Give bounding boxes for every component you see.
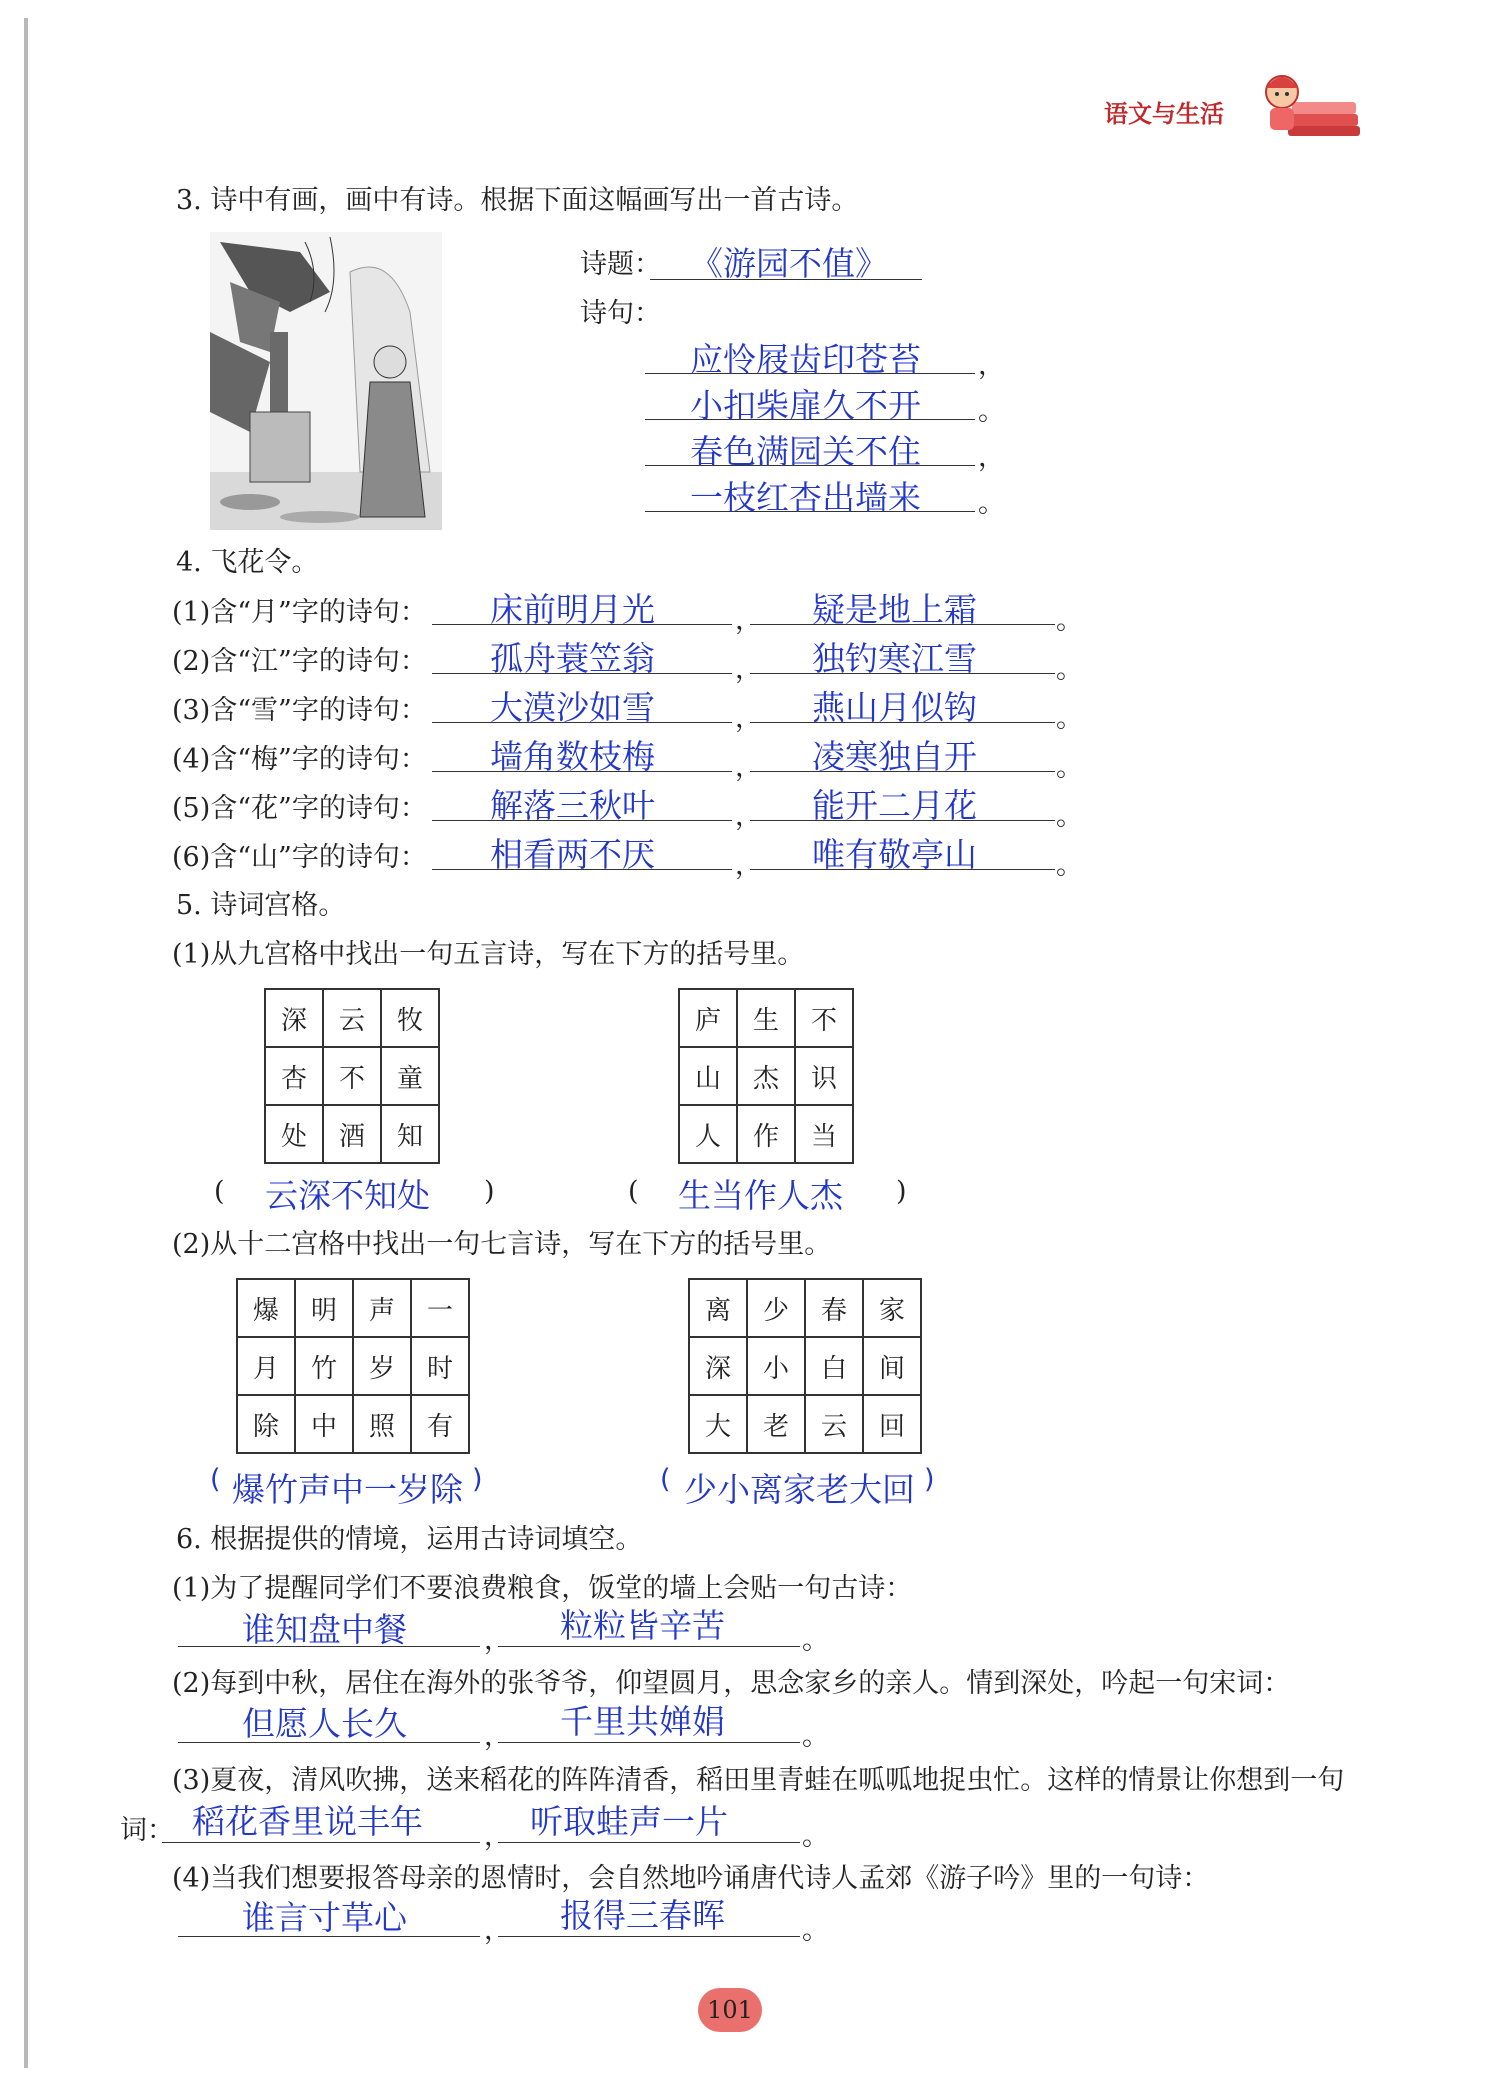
q6-item-text: (4)当我们想要报答母亲的恩情时，会自然地吟诵唐代诗人孟郊《游子吟》里的一句诗： (172, 1863, 1210, 1894)
paren-open: ( (628, 1176, 639, 1207)
q6-answer-b: 千里共婵娟 (560, 1702, 725, 1741)
q3-line-answer: 小扣柴扉久不开 (690, 386, 921, 425)
q3-line-answer: 一枝红杏出墙来 (690, 478, 921, 517)
q4-answer-b: 能开二月花 (812, 786, 977, 825)
nine-grid-2 (678, 988, 854, 1164)
grid-cell: 童 (381, 1047, 439, 1105)
grid-cell: 照 (353, 1395, 411, 1453)
q6-period: 。 (802, 1721, 829, 1752)
grid-cell: 家 (863, 1279, 921, 1337)
grid-cell: 间 (863, 1337, 921, 1395)
q4-period: 。 (1056, 703, 1083, 734)
q4-answer-b: 疑是地上霜 (812, 590, 977, 629)
q4-answer-b: 燕山月似钩 (812, 688, 977, 727)
q4-item-label: (5)含“花”字的诗句： (172, 793, 427, 824)
q6-item-cont: 词： (120, 1815, 174, 1846)
grid-cell: 当 (795, 1105, 853, 1163)
grid-cell: 岁 (353, 1337, 411, 1395)
grid-cell: 时 (411, 1337, 469, 1395)
grid-cell: 除 (237, 1395, 295, 1453)
q6-answer-a: 但愿人长久 (242, 1704, 407, 1743)
q6-period: 。 (802, 1625, 829, 1656)
grid-cell: 酒 (323, 1105, 381, 1163)
grid-cell: 处 (265, 1105, 323, 1163)
paren-open: ( (210, 1464, 221, 1495)
paren-open: ( (214, 1176, 225, 1207)
q4-comma: ， (735, 801, 762, 832)
page-spine (24, 18, 28, 2068)
q6-item-text: (2)每到中秋，居住在海外的张爷爷，仰望圆月，思念家乡的亲人。情到深处，吟起一句宋词： (172, 1668, 1291, 1699)
q3-line-punct: 。 (978, 488, 1005, 519)
grid-cell: 杏 (265, 1047, 323, 1105)
q6-period: 。 (802, 1821, 829, 1852)
q4-answer-a: 床前明月光 (490, 590, 655, 629)
q4-comma: ， (735, 703, 762, 734)
q4-comma: ， (735, 654, 762, 685)
grid-cell: 深 (265, 989, 323, 1047)
grid-cell: 声 (353, 1279, 411, 1337)
paren-close: ) (924, 1464, 935, 1495)
q6-comma: ， (484, 1625, 511, 1656)
illustration-garden-scene (210, 232, 442, 530)
q3-line-punct: ， (978, 350, 1005, 381)
q6-comma: ， (484, 1821, 511, 1852)
q6-period: 。 (802, 1915, 829, 1946)
grid-cell: 不 (795, 989, 853, 1047)
grid-cell: 人 (679, 1105, 737, 1163)
q5-prompt: 5. 诗词宫格。 (176, 890, 346, 921)
q4-answer-a: 相看两不厌 (490, 835, 655, 874)
paren-close: ) (484, 1176, 495, 1207)
q3-line-answer: 应怜屐齿印苍苔 (690, 340, 921, 379)
grid-cell: 知 (381, 1105, 439, 1163)
q6-answer-a: 谁知盘中餐 (242, 1610, 407, 1649)
q4-period: 。 (1056, 605, 1083, 636)
grid-cell: 云 (323, 989, 381, 1047)
grid-cell: 春 (805, 1279, 863, 1337)
grid-cell: 明 (295, 1279, 353, 1337)
q4-comma: ， (735, 605, 762, 636)
grid-cell: 识 (795, 1047, 853, 1105)
grid-cell: 大 (689, 1395, 747, 1453)
q4-answer-a: 墙角数枝梅 (490, 737, 655, 776)
grid-cell: 一 (411, 1279, 469, 1337)
grid-cell: 竹 (295, 1337, 353, 1395)
q5-answer-3[interactable]: 爆竹声中一岁除 (232, 1470, 463, 1509)
q3-line-answer: 春色满园关不住 (690, 432, 921, 471)
grid-cell: 中 (295, 1395, 353, 1453)
q4-period: 。 (1056, 654, 1083, 685)
grid-cell: 作 (737, 1105, 795, 1163)
q4-period: 。 (1056, 801, 1083, 832)
twelve-grid-1 (236, 1278, 470, 1454)
q6-prompt: 6. 根据提供的情境，运用古诗词填空。 (176, 1524, 643, 1555)
page-number: 101 (707, 1996, 753, 2024)
grid-cell: 小 (747, 1337, 805, 1395)
twelve-grid-2 (688, 1278, 922, 1454)
grid-cell: 有 (411, 1395, 469, 1453)
grid-cell: 庐 (679, 989, 737, 1047)
q4-item-label: (2)含“江”字的诗句： (172, 646, 427, 677)
q3-line-punct: 。 (978, 396, 1005, 427)
grid-cell: 云 (805, 1395, 863, 1453)
grid-cell: 不 (323, 1047, 381, 1105)
q4-item-label: (1)含“月”字的诗句： (172, 597, 427, 628)
q6-item-text: (1)为了提醒同学们不要浪费粮食，饭堂的墙上会贴一句古诗： (172, 1573, 913, 1604)
q4-comma: ， (735, 752, 762, 783)
q4-answer-a: 解落三秋叶 (490, 786, 655, 825)
books-icon (1258, 62, 1363, 142)
paren-close: ) (472, 1464, 483, 1495)
q3-line-punct: ， (978, 442, 1005, 473)
q3-title-answer: 《游园不值》 (690, 244, 888, 283)
q5-sub1: (1)从九宫格中找出一句五言诗，写在下方的括号里。 (172, 939, 805, 970)
nine-grid-1 (264, 988, 440, 1164)
paren-close: ) (896, 1176, 907, 1207)
q5-answer-2[interactable]: 生当作人杰 (678, 1176, 843, 1215)
q4-answer-b: 凌寒独自开 (812, 737, 977, 776)
q3-lines-label: 诗句： (580, 298, 661, 329)
q4-item-label: (4)含“梅”字的诗句： (172, 744, 427, 775)
q6-answer-a: 稻花香里说丰年 (192, 1802, 423, 1841)
q6-answer-b: 报得三春晖 (560, 1896, 725, 1935)
q6-answer-b: 粒粒皆辛苦 (560, 1606, 725, 1645)
q4-answer-b: 唯有敬亭山 (812, 835, 977, 874)
q4-comma: ， (735, 850, 762, 881)
grid-cell: 离 (689, 1279, 747, 1337)
grid-cell: 杰 (737, 1047, 795, 1105)
grid-cell: 爆 (237, 1279, 295, 1337)
q4-period: 。 (1056, 752, 1083, 783)
q6-item-text: (3)夏夜，清风吹拂，送来稻花的阵阵清香，稻田里青蛙在呱呱地捉虫忙。这样的情景让你想到一句 (172, 1765, 1345, 1796)
q4-answer-a: 孤舟蓑笠翁 (490, 639, 655, 678)
grid-cell: 少 (747, 1279, 805, 1337)
grid-cell: 白 (805, 1337, 863, 1395)
q5-sub2: (2)从十二宫格中找出一句七言诗，写在下方的括号里。 (172, 1229, 832, 1260)
q3-title-label: 诗题： (580, 249, 661, 280)
q3-prompt: 3. 诗中有画，画中有诗。根据下面这幅画写出一首古诗。 (176, 185, 859, 216)
grid-cell: 牧 (381, 989, 439, 1047)
q6-comma: ， (484, 1721, 511, 1752)
q4-answer-b: 独钓寒江雪 (812, 639, 977, 678)
grid-cell: 深 (689, 1337, 747, 1395)
q5-answer-4[interactable]: 少小离家老大回 (684, 1470, 915, 1509)
grid-cell: 回 (863, 1395, 921, 1453)
grid-cell: 月 (237, 1337, 295, 1395)
header-title: 语文与生活 (1104, 100, 1224, 128)
q6-answer-b: 听取蛙声一片 (530, 1802, 728, 1841)
q4-item-label: (6)含“山”字的诗句： (172, 842, 427, 873)
q4-answer-a: 大漠沙如雪 (490, 688, 655, 727)
paren-open: ( (660, 1464, 671, 1495)
grid-cell: 山 (679, 1047, 737, 1105)
q4-item-label: (3)含“雪”字的诗句： (172, 695, 427, 726)
grid-cell: 生 (737, 989, 795, 1047)
q4-prompt: 4. 飞花令。 (176, 547, 319, 578)
q6-answer-a: 谁言寸草心 (242, 1898, 407, 1937)
q4-period: 。 (1056, 850, 1083, 881)
grid-cell: 老 (747, 1395, 805, 1453)
q6-comma: ， (484, 1915, 511, 1946)
q5-answer-1[interactable]: 云深不知处 (265, 1176, 430, 1215)
